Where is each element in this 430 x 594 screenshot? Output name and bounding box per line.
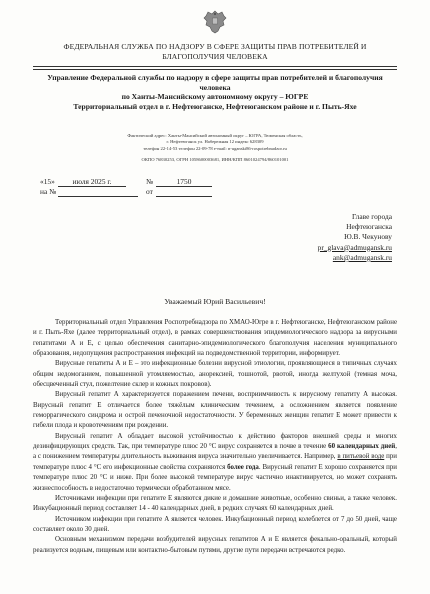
contacts-block	[33, 133, 397, 152]
paragraph-1: Территориальный отдел Управления Роспотребнадзора по ХМАО-Югре в г. Нефтеюганске, Нефтеюганском районе и г. Пыть-Яхе (далее территориальный отдел), в рамках совершенствования эпидемиологического надзора за вирусными гепатитами А и Е, с целью обеспечения санитарно-эпидемиологического благополучия населения муниципального образования, недопущения распространения инфекций на подведомственной территории, информирует.	[33, 319, 397, 358]
paragraph-4-part-g: . Вирусный гепатит Е хорошо сохраняется при температуре плюс 20 °С и ниже. При более высокой температуре вирус частично инактивируется, но может сохранять жизнеспособность в недостаточно термически обработанном мясе.	[33, 463, 397, 492]
reg-ot-label: от	[146, 187, 153, 196]
reg-ot-field	[156, 187, 212, 197]
contacts-line-2: г. Нефтеюганск ул. Набережная 12 индекс 628309	[166, 139, 264, 145]
addressee-email-2[interactable]: ank@admugansk.ru	[332, 252, 392, 262]
reg-na-label: на №	[40, 187, 57, 196]
coat-of-arms-icon	[203, 9, 227, 35]
reg-number-field	[156, 177, 212, 187]
reg-month-year: июля 2025 г.	[72, 177, 112, 186]
paragraph-4-underline-water: в питьевой воде	[337, 453, 385, 461]
contacts-line-1: Фактический адрес: Ханты-Мансийский автономный округ – ЮГРА, Тюменская область,	[127, 133, 303, 138]
department-line-2: по Ханты-Мансийскому автономному округу – ЮГРЕ	[121, 92, 309, 101]
department-block	[33, 73, 397, 111]
agency-title: ФЕДЕРАЛЬНАЯ СЛУЖБА ПО НАДЗОРУ В СФЕРЕ ЗАЩИТЫ ПРАВ ПОТРЕБИТЕЛЕЙ И БЛАГОПОЛУЧИЯ ЧЕЛОВЕКА	[63, 42, 367, 61]
paragraph-2: Вирусные гепатиты А и Е – это инфекционные болезни вирусной этиологии, проявляющиеся в типичных случаях общим недомоганием, повышенной утомляемостью, анорексией, тошнотой, рвотой, иногда желтухой (темная моча, обесцвеченный стул, пожелтение склер и кожных покровов).	[33, 360, 397, 389]
addressee-block	[318, 212, 392, 263]
addressee-email-1[interactable]: pr_glava@admugansk.ru	[317, 242, 392, 252]
reg-na-field	[58, 187, 138, 197]
greeting: Уважаемый Юрий Васильевич!	[164, 297, 266, 306]
addressee-line-1: Главе города	[351, 212, 392, 221]
addressee-line-2: Нефтеюганска	[346, 222, 392, 232]
reg-day: «15»	[40, 177, 55, 186]
addressee-line-3: Ю.В. Чекунову	[344, 232, 392, 242]
registration-codes: ОКПО 76830253, ОГРН 1058600003681, ИНН/КПП 8601024794/860101001	[141, 157, 289, 162]
paragraph-3: Вирусный гепатит А характеризуется поражением печени, восприимчивость к вирусному гепатиту А высокая. Вирусный гепатит Е отличается более тяжёлым клиническим течением, а осложнением является появление геморрагического синдрома и острой печеночной недостаточности. У беременных женщин гепатит Е может привести к гибели плода и кровотечениям при рождении.	[33, 391, 397, 430]
paragraph-4-part-c: , а с понижением температуры длительность выживания вируса значительно увеличивается. Например,	[33, 443, 397, 461]
paragraph-4-bold-year: более года	[227, 463, 259, 471]
header-divider-thin	[33, 69, 397, 70]
paragraph-4-bold-days: 60 календарных дней	[328, 443, 396, 451]
paragraph-5: Источниками инфекции при гепатите Е являются дикие и домашние животные, особенно свиньи, а также человек. Инкубационный период составляет 14 - 40 календарных дней, в редких случаях 60 календарных дней.	[33, 494, 397, 513]
department-line-1: Управление Федеральной службы по надзору в сфере защиты прав потребителей и благополучия человека	[47, 73, 383, 92]
paragraph-6: Источником инфекции при гепатите А является человек. Инкубационный период колеблется от 7 до 50 дней, чаще составляет около 30 дней.	[33, 515, 397, 533]
letter-body	[33, 318, 397, 556]
reg-number: 1750	[176, 177, 192, 186]
paragraph-4-part-a: Вирусный гепатит А обладает высокой устойчивостью к действию факторов внешней среды и многих дезинфицирующих средств. Так, при температуре плюс 20 °С вирус сохраняется в почве в течение	[33, 432, 397, 451]
paragraph-7: Основным механизмом передачи возбудителей вирусных гепатитов А и Е является фекально-оральный, который реализуется водным, пищевым или контактно-бытовым путями, другие пути передачи встречаются редко.	[33, 536, 397, 554]
paragraph-4-part-e: при температуре плюс 4 °С его инфекционные свойства сохраняются	[33, 453, 397, 471]
contacts-line-3: телефон 22-14-53 телефон 22-09-78 e-mail: n-uganski86-rospotrebnadzor.ru	[143, 145, 287, 151]
reg-date-field	[58, 177, 126, 187]
header-divider-thick	[33, 66, 397, 67]
reg-number-label: №	[146, 177, 154, 186]
department-line-3: Территориальный отдел в г. Нефтеюганске, Нефтеюганском районе и г. Пыть-Яхе	[73, 101, 357, 111]
paragraph-4	[33, 432, 397, 494]
